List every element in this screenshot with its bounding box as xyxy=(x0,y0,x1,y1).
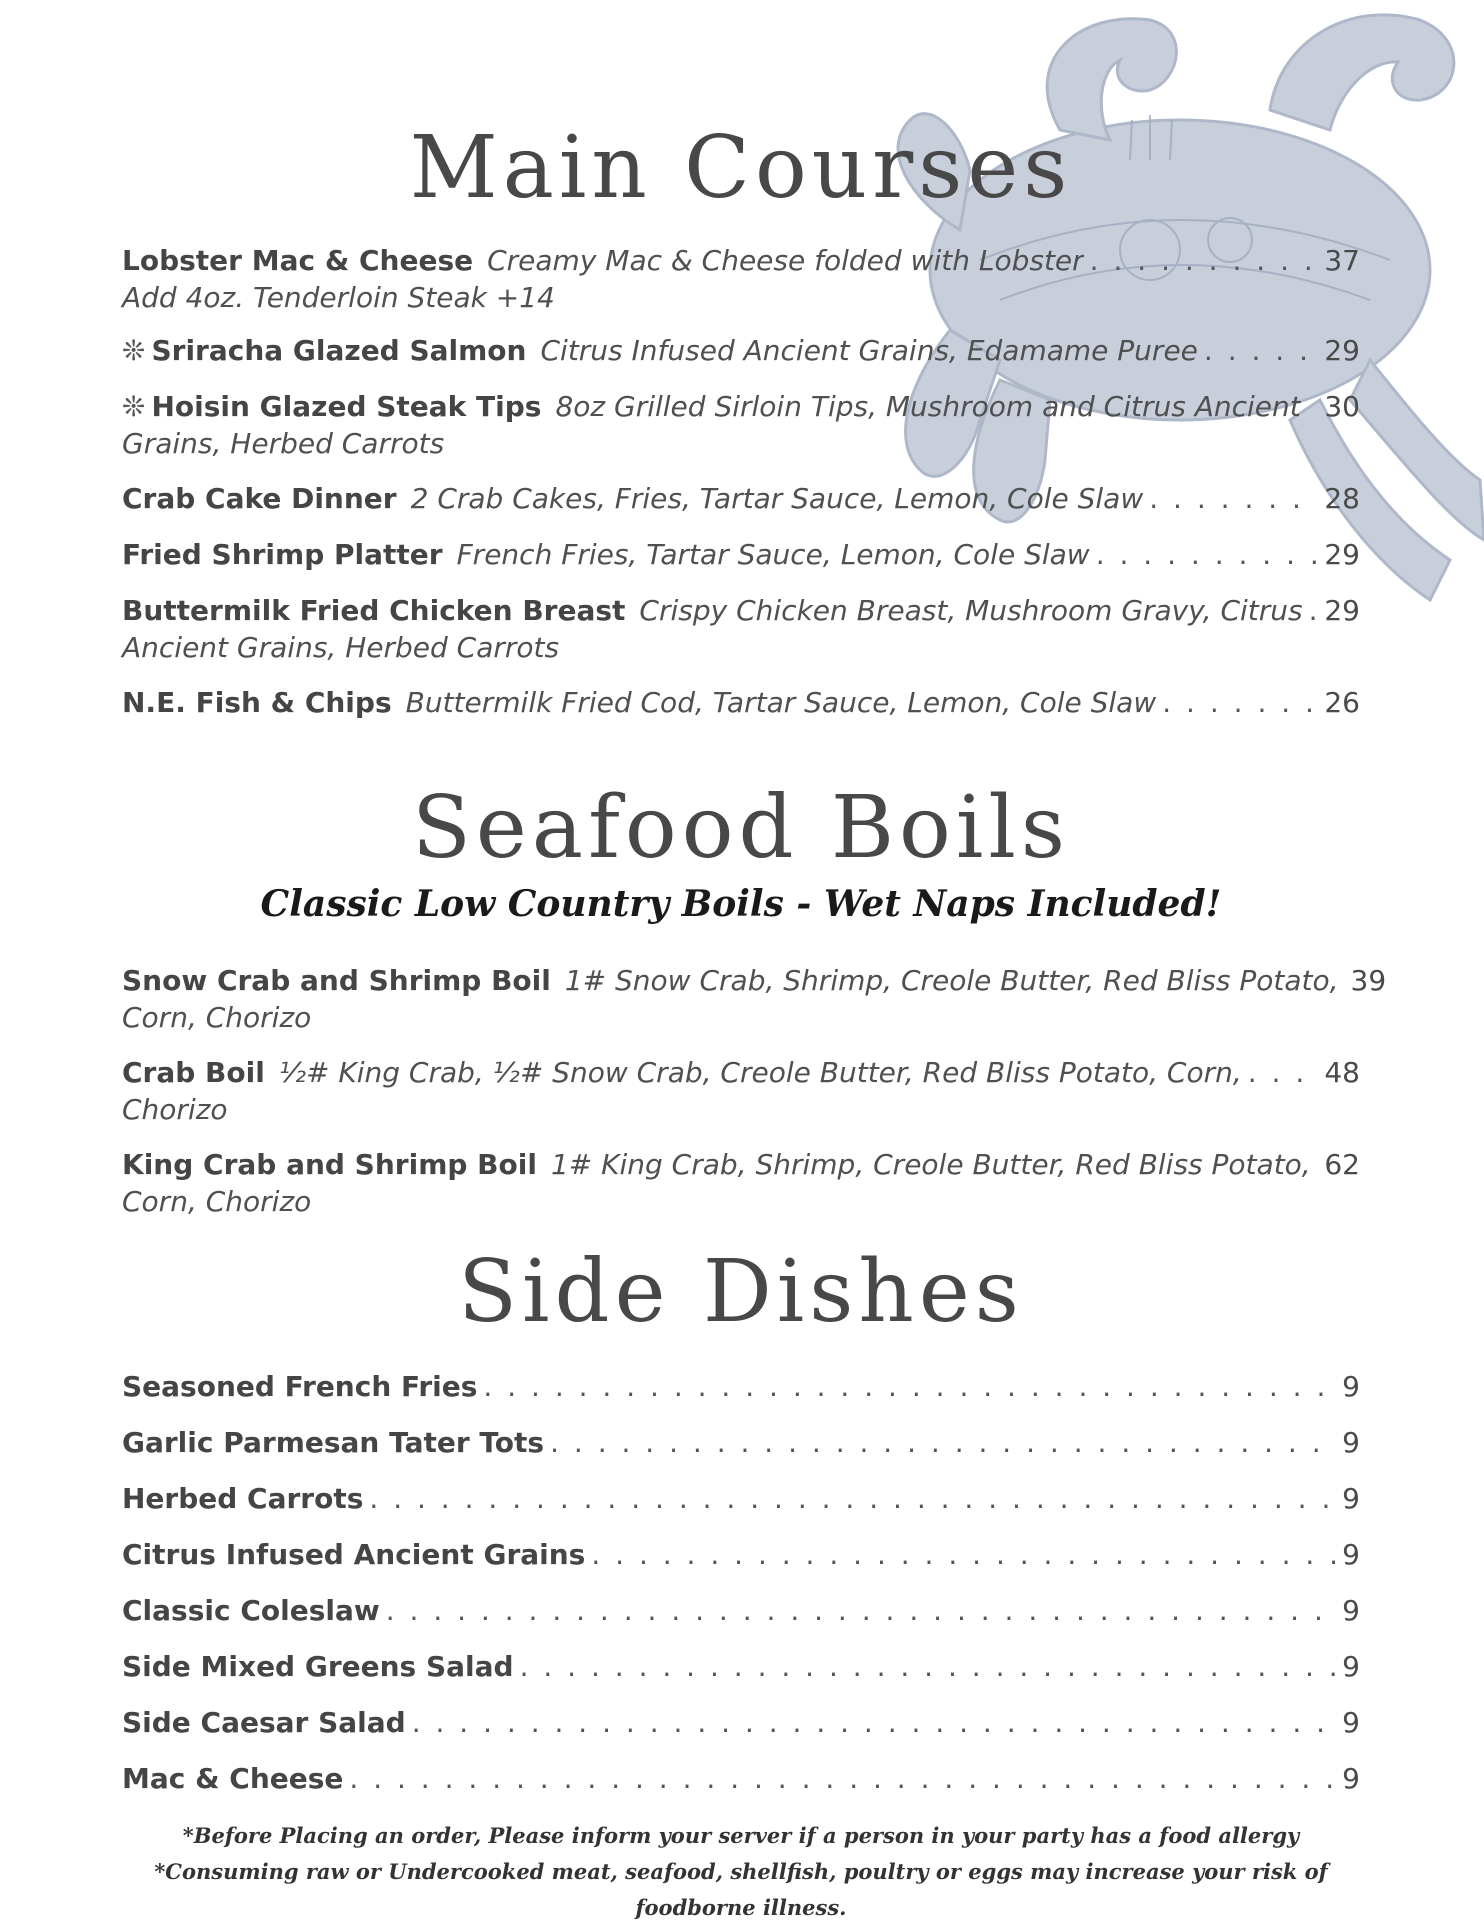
menu-item-description: 1# King Crab, Shrimp, Creole Butter, Red Bliss Potato, xyxy=(550,1148,1311,1181)
side-dish-item xyxy=(122,1704,1360,1741)
menu-item-line xyxy=(122,962,1387,999)
menu-item xyxy=(122,1146,1360,1220)
menu-item-description-cont: Add 4oz. Tenderloin Steak +14 xyxy=(122,281,555,314)
side-dish-line xyxy=(122,1536,1360,1573)
menu-item-name-text: King Crab and Shrimp Boil xyxy=(122,1148,537,1181)
menu-item-description: Buttermilk Fried Cod, Tartar Sauce, Lemon, Cole Slaw xyxy=(405,686,1157,719)
side-dish-line xyxy=(122,1368,1360,1405)
dot-leader xyxy=(369,1480,1336,1517)
side-dish-price: 9 xyxy=(1342,1370,1360,1403)
menu-item-price: 30 xyxy=(1324,390,1360,423)
side-dish-name: Garlic Parmesan Tater Tots xyxy=(122,1426,545,1459)
menu-item-name-text: Crab Boil xyxy=(122,1056,265,1089)
side-dish-price: 9 xyxy=(1342,1482,1360,1515)
side-dish-line xyxy=(122,1424,1360,1461)
dot-leader xyxy=(386,1592,1336,1629)
side-dish-item xyxy=(122,1760,1360,1797)
side-dish-price: 9 xyxy=(1342,1762,1360,1795)
menu-item-name-text: Fried Shrimp Platter xyxy=(122,538,443,571)
side-dish-price: 9 xyxy=(1342,1706,1360,1739)
side-dish-item xyxy=(122,1648,1360,1685)
dot-leader xyxy=(1309,592,1319,629)
menu-item-description-cont: Chorizo xyxy=(122,1093,228,1126)
menu-item-description-cont: Grains, Herbed Carrots xyxy=(122,427,445,460)
side-dish-name: Citrus Infused Ancient Grains xyxy=(122,1538,586,1571)
menu-item-description-cont: Corn, Chorizo xyxy=(122,1001,312,1034)
menu-item-name xyxy=(122,1054,265,1091)
menu-item-name-text: N.E. Fish & Chips xyxy=(122,686,392,719)
spicy-icon: ❊ xyxy=(122,334,146,367)
side-dishes-title: Side Dishes xyxy=(458,1242,1024,1342)
menu-item xyxy=(122,962,1387,1036)
dot-leader xyxy=(1317,1146,1319,1183)
menu-item-line xyxy=(122,242,1360,279)
menu-item-name xyxy=(122,332,526,369)
menu-item-name-text: Buttermilk Fried Chicken Breast xyxy=(122,594,626,627)
menu-item-price: 28 xyxy=(1324,482,1360,515)
side-dish-price: 9 xyxy=(1342,1426,1360,1459)
menu-item-description: 2 Crab Cakes, Fries, Tartar Sauce, Lemon, Cole Slaw xyxy=(410,482,1144,515)
dot-leader xyxy=(591,1536,1336,1573)
menu-item-description: 8oz Grilled Sirloin Tips, Mushroom and Citrus Ancient xyxy=(555,390,1301,423)
menu-item-description: Crispy Chicken Breast, Mushroom Gravy, Citrus xyxy=(639,594,1303,627)
menu-item-price: 29 xyxy=(1324,334,1360,367)
dot-leader xyxy=(1149,480,1318,517)
menu-item-name xyxy=(122,480,397,517)
menu-item-name-text: Crab Cake Dinner xyxy=(122,482,397,515)
side-dish-line xyxy=(122,1648,1360,1685)
seafood-boils-title: Seafood Boils xyxy=(412,778,1070,878)
menu-item-name xyxy=(122,962,551,999)
menu-item-description: French Fries, Tartar Sauce, Lemon, Cole Slaw xyxy=(456,538,1090,571)
side-dish-price: 9 xyxy=(1342,1594,1360,1627)
main-courses-title: Main Courses xyxy=(409,118,1073,218)
menu-item-line xyxy=(122,684,1360,721)
menu-item-description: ½# King Crab, ½# Snow Crab, Creole Butter, Red Bliss Potato, Corn, xyxy=(278,1056,1242,1089)
menu-item xyxy=(122,388,1360,462)
menu-item xyxy=(122,480,1360,517)
menu-item-name-text: Hoisin Glazed Steak Tips xyxy=(151,390,542,423)
side-dish-name: Seasoned French Fries xyxy=(122,1370,478,1403)
menu-item-description: 1# Snow Crab, Shrimp, Creole Butter, Red Bliss Potato, xyxy=(564,964,1339,997)
side-dish-price: 9 xyxy=(1342,1538,1360,1571)
dot-leader xyxy=(1162,684,1318,721)
menu-item-price: 29 xyxy=(1324,594,1360,627)
seafood-boils-subtitle: Classic Low Country Boils - Wet Naps Included! xyxy=(260,883,1222,925)
side-dish-item xyxy=(122,1536,1360,1573)
menu-item-name xyxy=(122,592,625,629)
menu-item-price: 26 xyxy=(1324,686,1360,719)
side-dish-line xyxy=(122,1480,1360,1517)
menu-item-name xyxy=(122,242,473,279)
side-dish-item xyxy=(122,1592,1360,1629)
allergy-disclaimer: *Before Placing an order, Please inform your server if a person in your party has a food allergy xyxy=(182,1823,1300,1848)
dot-leader xyxy=(349,1760,1336,1797)
menu-item-name-text: Snow Crab and Shrimp Boil xyxy=(122,964,551,997)
menu-item-description: Creamy Mac & Cheese folded with Lobster xyxy=(487,244,1084,277)
menu-item xyxy=(122,684,1360,721)
dot-leader xyxy=(520,1648,1337,1685)
side-dish-item xyxy=(122,1368,1360,1405)
menu-item-price: 62 xyxy=(1324,1148,1360,1181)
dot-leader xyxy=(1096,536,1319,573)
menu-item-name xyxy=(122,536,443,573)
dot-leader xyxy=(1090,242,1319,279)
menu-item-line xyxy=(122,388,1360,425)
dot-leader xyxy=(483,1368,1336,1405)
menu-item xyxy=(122,536,1360,573)
menu-item-line xyxy=(122,1054,1360,1091)
menu-item-line xyxy=(122,592,1360,629)
menu-item-description-cont: Ancient Grains, Herbed Carrots xyxy=(122,631,560,664)
side-dish-name: Side Mixed Greens Salad xyxy=(122,1650,514,1683)
dot-leader xyxy=(1204,332,1318,369)
dot-leader xyxy=(1248,1054,1319,1091)
foodborne-illness-disclaimer: *Consuming raw or Undercooked meat, seafood, shellfish, poultry or eggs may increase your risk of foodborne illness. xyxy=(154,1859,1328,1920)
menu-item-line xyxy=(122,1146,1360,1183)
menu-item-price: 29 xyxy=(1324,538,1360,571)
side-dish-price: 9 xyxy=(1342,1650,1360,1683)
menu-item-line xyxy=(122,536,1360,573)
dot-leader xyxy=(412,1704,1336,1741)
menu-item-name-text: Lobster Mac & Cheese xyxy=(122,244,474,277)
menu-item-name xyxy=(122,1146,537,1183)
menu-item-price: 37 xyxy=(1324,244,1360,277)
side-dish-name: Classic Coleslaw xyxy=(122,1594,380,1627)
side-dish-line xyxy=(122,1704,1360,1741)
side-dish-name: Herbed Carrots xyxy=(122,1482,364,1515)
side-dish-name: Mac & Cheese xyxy=(122,1762,344,1795)
side-dish-line xyxy=(122,1760,1360,1797)
menu-item-line xyxy=(122,332,1360,369)
menu-item xyxy=(122,592,1360,666)
menu-item-name xyxy=(122,684,392,721)
menu-item xyxy=(122,1054,1360,1128)
menu-item-description-cont: Corn, Chorizo xyxy=(122,1185,312,1218)
menu-item-price: 39 xyxy=(1350,964,1387,997)
spicy-icon: ❊ xyxy=(122,390,146,423)
menu-item-name xyxy=(122,388,541,425)
side-dish-item xyxy=(122,1424,1360,1461)
menu-item xyxy=(122,242,1360,316)
dot-leader xyxy=(550,1424,1336,1461)
menu-item-price: 48 xyxy=(1324,1056,1360,1089)
menu-item xyxy=(122,332,1360,369)
side-dish-name: Side Caesar Salad xyxy=(122,1706,406,1739)
menu-item-description: Citrus Infused Ancient Grains, Edamame Puree xyxy=(540,334,1198,367)
side-dish-line xyxy=(122,1592,1360,1629)
menu-item-line xyxy=(122,480,1360,517)
menu-item-name-text: Sriracha Glazed Salmon xyxy=(151,334,527,367)
side-dish-item xyxy=(122,1480,1360,1517)
